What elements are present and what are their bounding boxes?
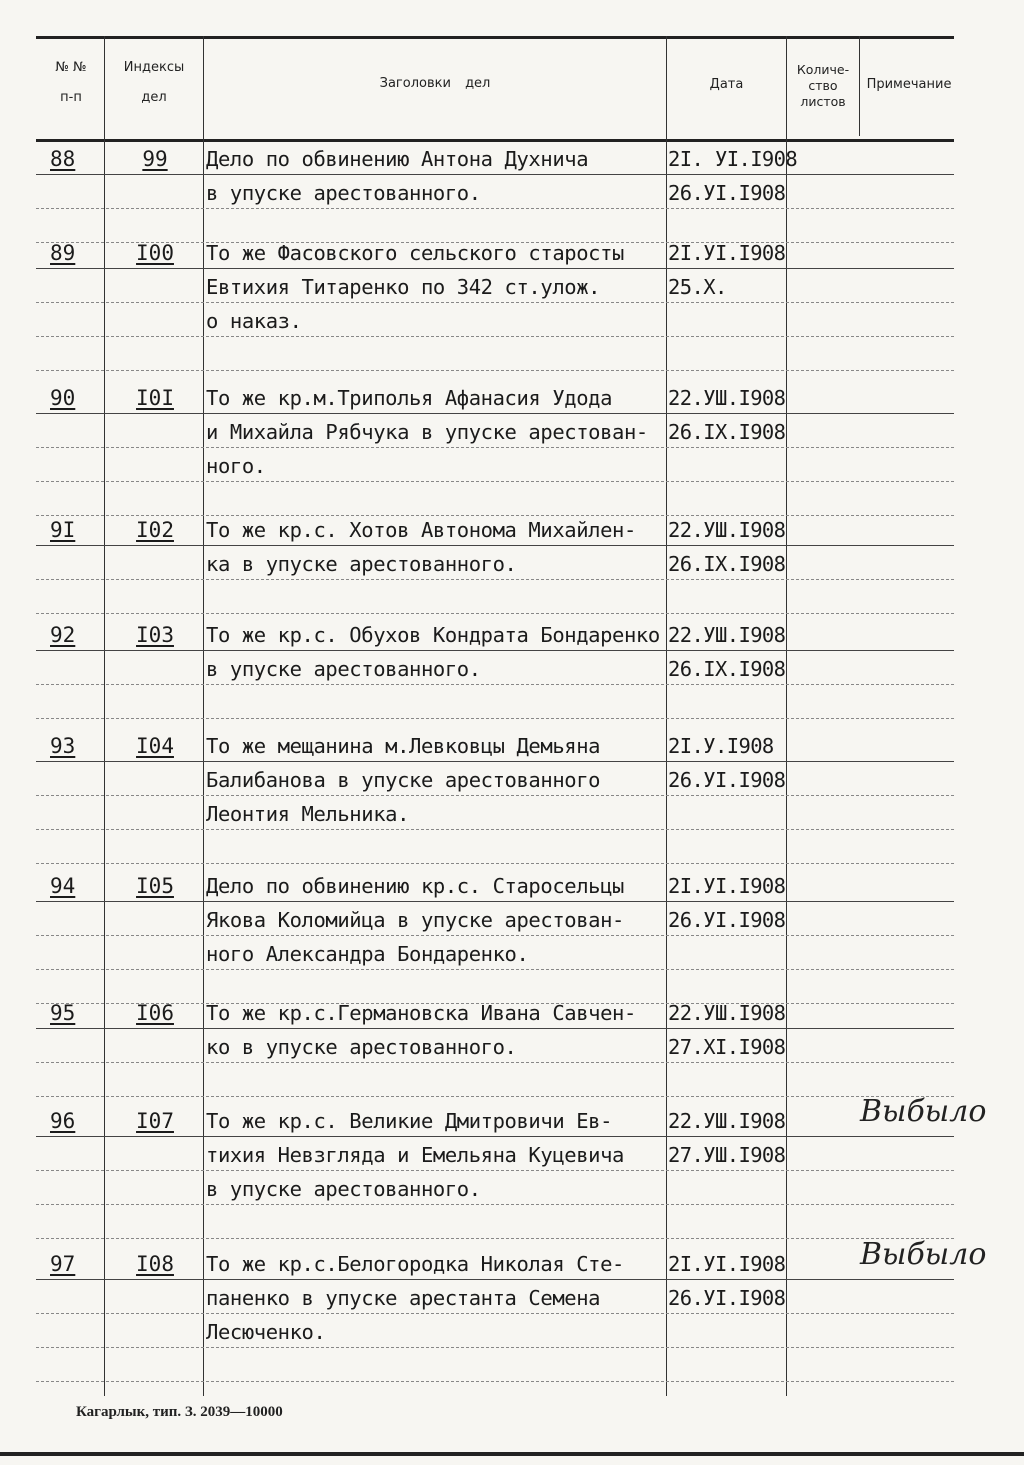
ruled-line [36, 1204, 954, 1205]
ruled-line [36, 481, 954, 482]
row-index: I06 [136, 1001, 174, 1025]
row-title-line: То же кр.с. Великие Дмитровичи Ев- [206, 1109, 613, 1133]
divider-title [666, 36, 667, 1396]
row-title-line: в упуске арестованного. [206, 181, 481, 205]
ruled-line [36, 302, 954, 303]
row-date: 27.УШ.I908 [668, 1143, 786, 1167]
bottom-edge [0, 1452, 1024, 1456]
ruled-line [36, 1136, 954, 1137]
row-title-line: и Михайла Рябчука в упуске арестован- [206, 420, 648, 444]
row-date: 26.IХ.I908 [668, 552, 786, 576]
ruled-line [36, 1279, 954, 1280]
row-date: 2I.УI.I908 [668, 1252, 786, 1276]
ruled-line [36, 650, 954, 651]
row-date: 22.УШ.I908 [668, 386, 786, 410]
row-date: 2I.У.I908 [668, 734, 774, 758]
row-title-line: в упуске арестованного. [206, 1177, 481, 1201]
header-date: Дата [709, 77, 744, 92]
ruled-line [36, 370, 954, 371]
ruled-line [36, 1096, 954, 1097]
row-title-line: Дело по обвинению Антона Духнича [206, 147, 589, 171]
row-note-handwritten: Выбыло [860, 1094, 987, 1129]
header-num-top: № № [55, 60, 87, 75]
header-num [40, 60, 102, 106]
row-title-line: о наказ. [206, 309, 302, 333]
row-index: I05 [136, 874, 174, 898]
row-date: 26.УI.I908 [668, 181, 786, 205]
row-date: 26.IХ.I908 [668, 420, 786, 444]
ruled-line [36, 515, 954, 516]
row-title-line: То же Фасовского сельского старосты [206, 241, 624, 265]
row-date: 2I.УI.I908 [668, 241, 786, 265]
row-title-line: в упуске арестованного. [206, 657, 481, 681]
ruled-line [36, 208, 954, 209]
row-title-line: Дело по обвинению кр.с. Старосельцы [206, 874, 624, 898]
row-number: 90 [50, 386, 76, 410]
ruled-line [36, 174, 954, 175]
row-index: I02 [136, 518, 174, 542]
row-title-line: Лесюченко. [206, 1320, 326, 1344]
ruled-line [36, 447, 954, 448]
row-title-line: То же кр.с.Белогородка Николая Сте- [206, 1252, 624, 1276]
row-number: 89 [50, 241, 76, 265]
ruled-line [36, 761, 954, 762]
row-title-line: ко в упуске арестованного. [206, 1035, 517, 1059]
row-number: 97 [50, 1252, 76, 1276]
row-title-line: То же кр.с.Германовска Ивана Савчен- [206, 1001, 636, 1025]
row-date: 22.УШ.I908 [668, 518, 786, 542]
row-date: 22.УШ.I908 [668, 1001, 786, 1025]
row-index: 99 [142, 147, 168, 171]
row-title-line: паненко в упуске арестанта Семена [206, 1286, 601, 1310]
row-note-handwritten: Выбыло [860, 1237, 987, 1272]
ruled-line [36, 684, 954, 685]
row-date: 2I.УI.I908 [668, 874, 786, 898]
row-date: 26.УI.I908 [668, 768, 786, 792]
row-date: 22.УШ.I908 [668, 623, 786, 647]
ruled-line [36, 1170, 954, 1171]
header-index-bottom: дел [141, 90, 167, 105]
row-index: I03 [136, 623, 174, 647]
row-number: 94 [50, 874, 76, 898]
row-date: 2I. УI.I908 [668, 147, 798, 171]
divider-num [104, 36, 105, 1396]
ruled-line [36, 901, 954, 902]
header-sheets: Количе- ство листов [796, 62, 850, 109]
row-title-line: ного Александра Бондаренко. [206, 942, 529, 966]
ruled-line [36, 268, 954, 269]
divider-index [203, 36, 204, 1396]
row-date: 25.Х. [668, 275, 727, 299]
ruled-line [36, 579, 954, 580]
ruled-line [36, 829, 954, 830]
row-index: I00 [136, 241, 174, 265]
row-title-line: Евтихия Титаренко по 342 ст.улож. [206, 275, 601, 299]
ruled-line [36, 935, 954, 936]
divider-sheets [859, 36, 860, 136]
row-title-line: Якова Коломийца в упуске арестован- [206, 908, 624, 932]
ruled-line [36, 1028, 954, 1029]
ruled-line [36, 1062, 954, 1063]
row-title-line: Балибанова в упуске арестованного [206, 768, 601, 792]
ruled-line [36, 1381, 954, 1382]
row-title-line: То же кр.м.Триполья Афанасия Удода [206, 386, 613, 410]
ruled-line [36, 1347, 954, 1348]
row-number: 9I [50, 518, 76, 542]
row-index: I04 [136, 734, 174, 758]
header-index-top: Индексы [123, 60, 185, 75]
ruled-line [36, 413, 954, 414]
row-title-line: тихия Невзгляда и Емельяна Куцевича [206, 1143, 624, 1167]
header-index [106, 60, 202, 106]
row-index: I08 [136, 1252, 174, 1276]
ruled-line [36, 613, 954, 614]
row-title-line: Леонтия Мельника. [206, 802, 410, 826]
printer-imprint: Кагарлык, тип. З. 2039—10000 [76, 1404, 283, 1420]
ruled-line [36, 336, 954, 337]
row-title-line: ка в упуске арестованного. [206, 552, 517, 576]
row-index: I07 [136, 1109, 174, 1133]
ruled-line [36, 1238, 954, 1239]
row-title-line: То же мещанина м.Левковцы Демьяна [206, 734, 601, 758]
row-date: 22.УШ.I908 [668, 1109, 786, 1133]
row-number: 95 [50, 1001, 76, 1025]
row-title-line: То же кр.с. Хотов Автонома Михайлен- [206, 518, 636, 542]
row-date: 26.УI.I908 [668, 908, 786, 932]
row-number: 96 [50, 1109, 76, 1133]
row-number: 88 [50, 147, 76, 171]
ruled-line [36, 863, 954, 864]
ruled-line [36, 795, 954, 796]
row-date: 26.IХ.I908 [668, 657, 786, 681]
row-title-line: ного. [206, 454, 266, 478]
ruled-line [36, 1313, 954, 1314]
ruled-line [36, 545, 954, 546]
header-title: Заголовки дел [379, 76, 491, 91]
row-number: 93 [50, 734, 76, 758]
ruled-line [36, 969, 954, 970]
row-number: 92 [50, 623, 76, 647]
ruled-line [36, 718, 954, 719]
header-note: Примечание [866, 77, 952, 92]
header-num-bottom: п-п [60, 90, 82, 105]
row-title-line: То же кр.с. Обухов Кондрата Бондаренко [206, 623, 660, 647]
row-date: 27.ХI.I908 [668, 1035, 786, 1059]
row-index: I0I [136, 386, 174, 410]
row-date: 26.УI.I908 [668, 1286, 786, 1310]
